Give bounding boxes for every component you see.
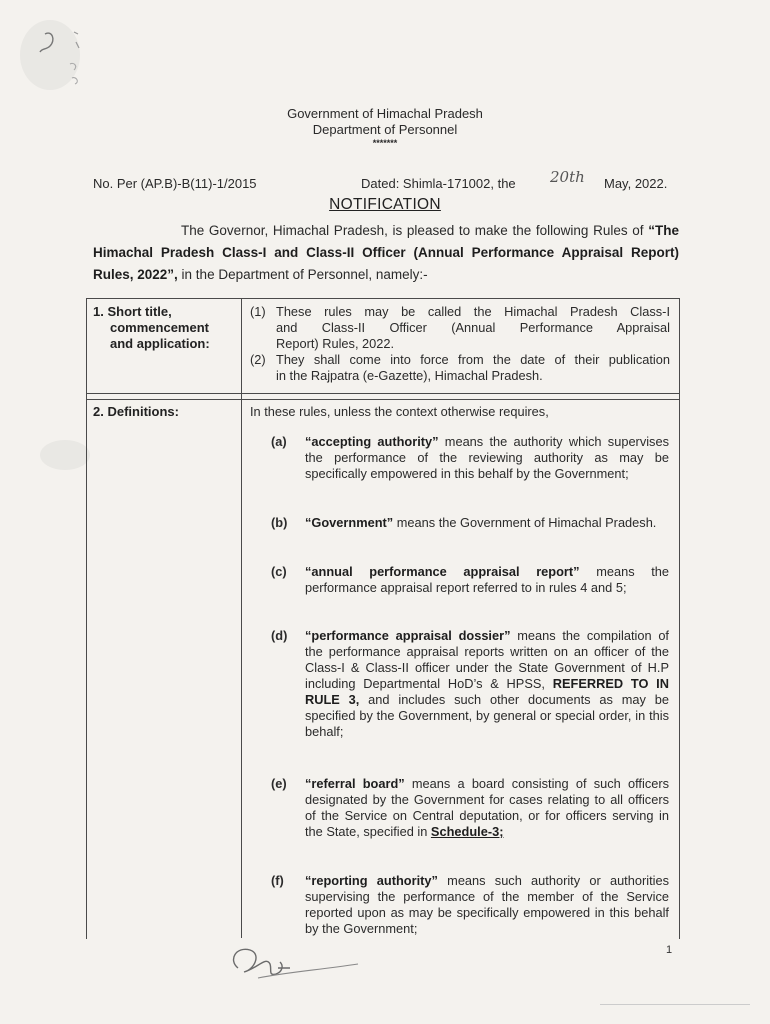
scan-smudge [40, 440, 90, 470]
rules-title: “The Himachal Pradesh Class-I and Class-II Officer (Annual Performance Appraisal Report) Rules, 2022”, [93, 223, 679, 282]
initials-signature-icon [218, 938, 368, 988]
rule2-label: 2. Definitions: [93, 404, 179, 419]
bottom-rule [600, 1004, 750, 1005]
def-d-text: “performance appraisal dossier” means the compilation of the performance appraisal reports written on an officer of the Class-I & Class-II officer under the State Government of H.P including Departmental HoD’s & HPSS, REFERRED TO IN RULE 3, and includes such other documents as may be specified by the Government, by general or special order, in this behalf; [305, 628, 669, 739]
header-block [240, 106, 530, 148]
def-b-number: (b) [271, 515, 288, 530]
notification-title: NOTIFICATION [329, 196, 441, 213]
month-year: May, 2022. [604, 176, 668, 191]
table-row-divider [86, 393, 680, 394]
def-c-number: (c) [271, 564, 287, 579]
def-f-number: (f) [271, 873, 284, 888]
def-f-text: “reporting authority” means such authority or authorities supervising the performance of the member of the Service reported upon as may be specifically empowered in this behalf by the Government; [305, 873, 669, 936]
def-e-text: “referral board” means a board consisting of such officers designated by the Government for cases relating to all officers of the Service on Central deputation, or for officers serving in the State, specified in Schedule-3; [305, 776, 669, 839]
def-c-text: “annual performance appraisal report” means the performance appraisal report referred to in rules 4 and 5; [305, 564, 670, 595]
intro-text-end: in the Department of Personnel, namely:- [177, 267, 428, 282]
handwritten-date: 20th [550, 168, 585, 186]
header-stars: ******* [372, 138, 398, 148]
file-number: No. Per (AP.B)-B(11)-1/2015 [93, 176, 257, 191]
rule1-item-1: (1) These rules may be called the Himachal Pradesh Class-I and Class-II Officer (Annual Performance Appraisal Report) Rules, 2022. [250, 304, 670, 351]
intro-text: The Governor, Himachal Pradesh, is pleased to make the following Rules of [181, 223, 644, 238]
page-number: 1 [666, 944, 673, 956]
dated-prefix: Dated: Shimla-171002, the [361, 176, 516, 191]
def-e-number: (e) [271, 776, 287, 791]
table-row-divider [86, 399, 680, 400]
table-column-divider [241, 298, 242, 938]
def-a-number: (a) [271, 434, 287, 449]
handwritten-marks-icon [30, 22, 100, 92]
rule1-item-2: (2) They shall come into force from the date of their publication in the Rajpatra (e-Gazette), Himachal Pradesh. [250, 352, 670, 383]
intro-paragraph [93, 220, 679, 286]
govt-name: Government of Himachal Pradesh [287, 106, 483, 121]
rule2-lead: In these rules, unless the context otherwise requires, [250, 404, 549, 419]
rules-table [86, 298, 680, 939]
rule1-label: 1. Short title, commencement and application: [93, 304, 210, 351]
department-name: Department of Personnel [312, 122, 458, 137]
def-b-text: “Government” means the Government of Himachal Pradesh. [305, 515, 657, 530]
def-a-text: “accepting authority” means the authority which supervises the performance of the reviewing authority as may be specifically empowered in this behalf by the Government; [305, 434, 669, 481]
def-d-number: (d) [271, 628, 288, 643]
